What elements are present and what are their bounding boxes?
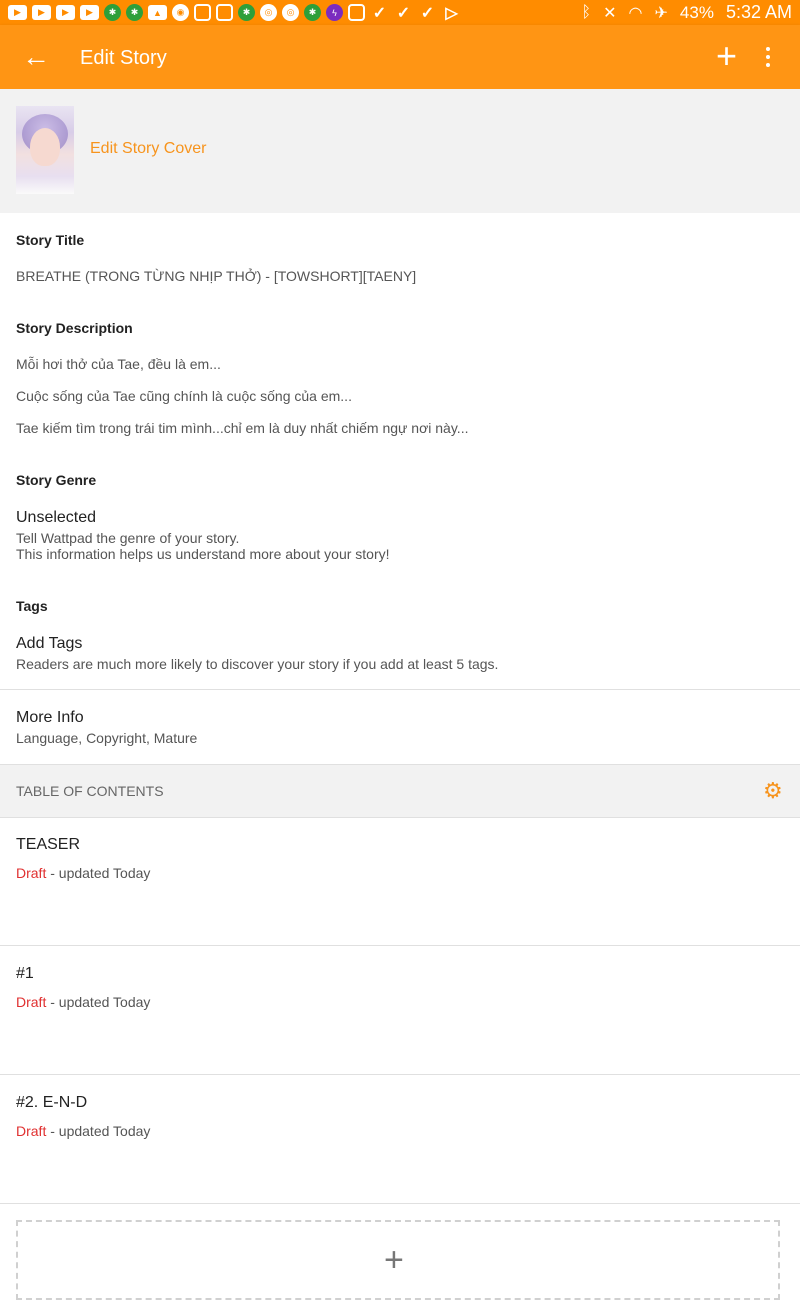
story-genre-help: Tell Wattpad the genre of your story. [16, 530, 240, 546]
part-status [16, 865, 150, 881]
tags-label: Tags [16, 598, 48, 614]
airplane-icon: ✈ [654, 4, 668, 22]
youtube-icon: ▶ [32, 5, 51, 20]
page-title: Edit Story [80, 47, 167, 69]
status-right [582, 0, 792, 25]
part-title: TEASER [16, 836, 81, 853]
divider [0, 689, 800, 690]
story-description-line[interactable]: Mỗi hơi thở của Tae, đều là em... [16, 356, 221, 372]
mute-icon: ✕ [603, 4, 617, 22]
app-bar [0, 25, 800, 89]
play-store-icon: ▷ [445, 4, 458, 22]
status-time: 5:32 AM [725, 2, 792, 22]
youtube-icon: ▶ [80, 5, 99, 20]
tags-help: Readers are much more likely to discover your story if you add at least 5 tags. [16, 656, 499, 672]
chrome-icon: ◎ [260, 4, 277, 21]
app-icon: ✱ [104, 4, 121, 21]
add-tags-button[interactable]: Add Tags [16, 635, 83, 652]
story-title-value[interactable]: BREATHE (TRONG TỪNG NHỊP THỞ) - [TOWSHORT][TAENY] [16, 268, 417, 284]
story-genre-value[interactable]: Unselected [16, 509, 97, 526]
story-description-line[interactable]: Tae kiếm tìm trong trái tim mình...chỉ em là duy nhất chiếm ngự nơi này... [16, 420, 469, 436]
app-icon: ✱ [304, 4, 321, 21]
story-title-label: Story Title [16, 232, 85, 248]
app-icon: ◉ [172, 4, 189, 21]
more-info-subtitle: Language, Copyright, Mature [16, 730, 198, 746]
app-icon: ✱ [126, 4, 143, 21]
part-updated: - updated Today [46, 865, 151, 881]
part-updated: - updated Today [46, 1123, 151, 1139]
draft-label: Draft [16, 1123, 47, 1139]
plus-icon: + [384, 1241, 404, 1279]
divider [0, 1074, 800, 1075]
gallery-icon: ▲ [148, 5, 167, 20]
story-description-label: Story Description [16, 320, 133, 336]
draft-label: Draft [16, 994, 47, 1010]
divider [0, 1203, 800, 1204]
part-updated: - updated Today [46, 994, 151, 1010]
toc-title: TABLE OF CONTENTS [16, 783, 164, 799]
story-description-line[interactable]: Cuộc sống của Tae cũng chính là cuộc sống của em... [16, 388, 352, 404]
part-title: #2. E-N-D [16, 1094, 88, 1111]
check-icon: ✓ [420, 4, 435, 22]
part-title: #1 [16, 965, 34, 982]
add-icon[interactable]: + [716, 35, 738, 76]
part-status [16, 994, 150, 1010]
draft-label: Draft [16, 865, 47, 881]
youtube-icon: ▶ [8, 5, 27, 20]
check-icon: ✓ [372, 4, 387, 22]
instagram-icon [194, 4, 211, 21]
more-info-title[interactable]: More Info [16, 709, 84, 726]
messenger-icon: ϟ [326, 4, 343, 21]
story-genre-help: This information helps us understand more about your story! [16, 546, 390, 562]
back-arrow-icon[interactable]: ← [22, 41, 50, 72]
table-of-contents-header [0, 764, 800, 818]
more-options-icon[interactable] [759, 47, 777, 67]
notification-icons [0, 4, 461, 21]
wifi-icon: ◠ [628, 4, 643, 22]
story-cover-image[interactable] [16, 106, 74, 194]
story-genre-label: Story Genre [16, 472, 97, 488]
divider [0, 945, 800, 946]
youtube-icon: ▶ [56, 5, 75, 20]
instagram-icon [216, 4, 233, 21]
status-bar [0, 0, 800, 25]
app-icon: ✱ [238, 4, 255, 21]
battery-percent: 43% [679, 2, 714, 22]
instagram-icon [348, 4, 365, 21]
check-icon: ✓ [396, 4, 411, 22]
chrome-icon: ◎ [282, 4, 299, 21]
edit-story-cover-link[interactable]: Edit Story Cover [90, 140, 207, 157]
bluetooth-icon: ᛒ [581, 3, 592, 21]
gear-icon[interactable]: ⚙ [763, 778, 783, 803]
part-status [16, 1123, 150, 1139]
